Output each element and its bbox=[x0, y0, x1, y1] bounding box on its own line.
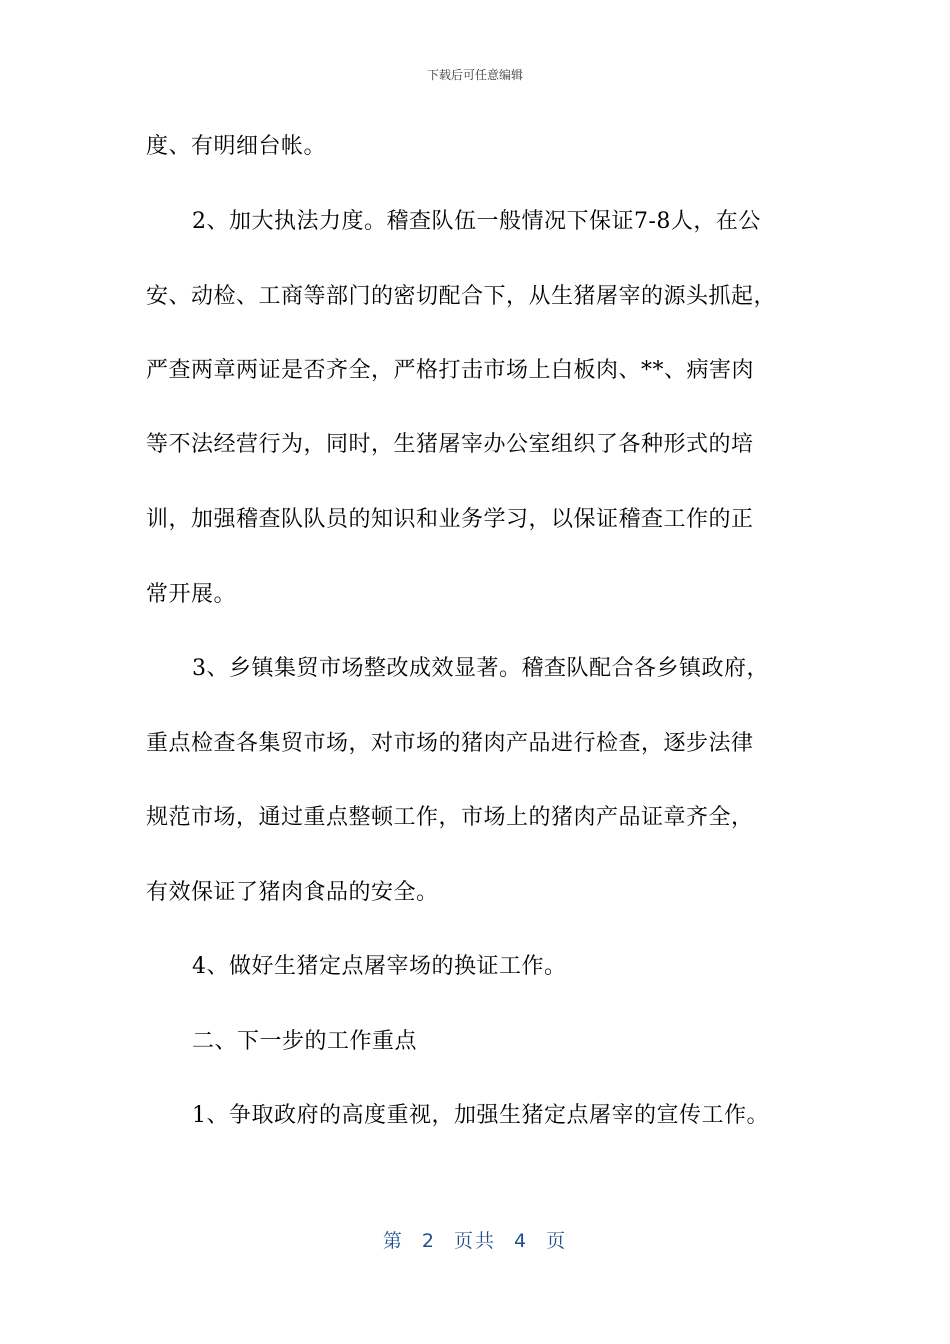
body-line: 1、争取政府的高度重视，加强生猪定点屠宰的宣传工作。 bbox=[192, 1103, 769, 1128]
body-line: 安、动检、工商等部门的密切配合下，从生猪屠宰的源头抓起， bbox=[146, 284, 777, 309]
body-line: 度、有明细台帐。 bbox=[146, 134, 327, 159]
body-line: 3、乡镇集贸市场整改成效显著。稽查队配合各乡镇政府， bbox=[192, 656, 769, 681]
header-note: 下载后可任意编辑 bbox=[426, 68, 523, 82]
section-heading: 二、下一步的工作重点 bbox=[192, 1029, 418, 1054]
body-line: 规范市场，通过重点整顿工作，市场上的猪肉产品证章齐全， bbox=[146, 805, 754, 830]
body-line: 等不法经营行为，同时，生猪屠宰办公室组织了各种形式的培 bbox=[146, 432, 754, 457]
body-line: 严查两章两证是否齐全，严格打击市场上白板肉、**、病害肉 bbox=[146, 358, 755, 383]
body-line: 4、做好生猪定点屠宰场的换证工作。 bbox=[192, 954, 567, 979]
body-line: 重点检查各集贸市场，对市场的猪肉产品进行检查，逐步法律 bbox=[146, 731, 754, 756]
body-line: 常开展。 bbox=[146, 582, 237, 607]
page-number-footer: 第 2 页共 4 页 bbox=[382, 1230, 568, 1252]
body-line: 2、加大执法力度。稽查队伍一般情况下保证7-8人，在公 bbox=[192, 209, 761, 234]
body-line: 训，加强稽查队队员的知识和业务学习，以保证稽查工作的正 bbox=[146, 507, 754, 532]
body-line: 有效保证了猪肉食品的安全。 bbox=[146, 880, 439, 905]
